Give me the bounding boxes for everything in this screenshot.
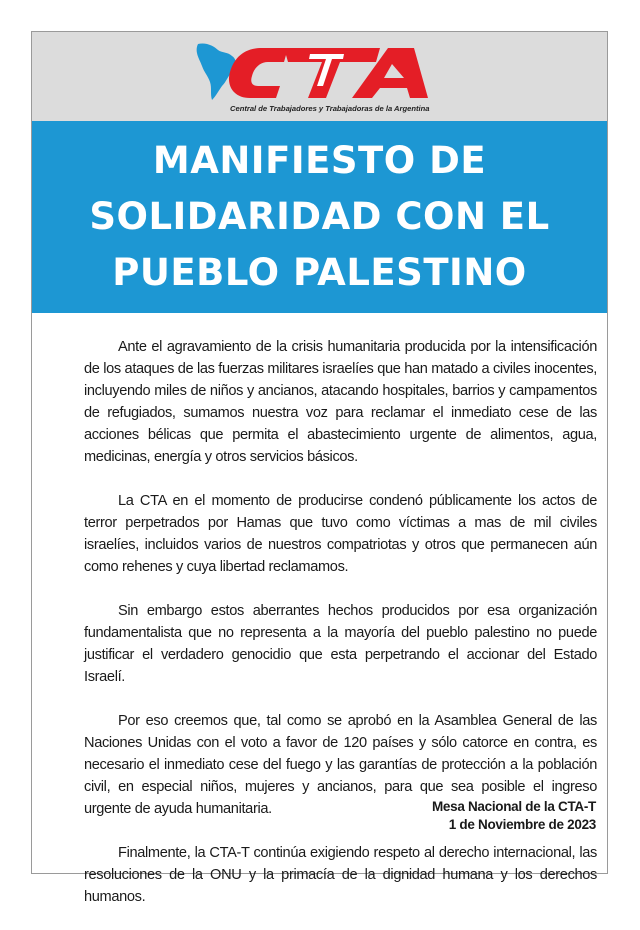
map-silhouette-icon (197, 43, 236, 100)
signature-date: 1 de Noviembre de 2023 (448, 817, 596, 832)
manifesto-document (31, 31, 608, 905)
paragraph: La CTA en el momento de producirse condenó públicamente los actos de terror perpetrados por Hamas que tuvo como víctimas a mas de mil civiles israelíes, incluidos varios de nuestros compatriotas y otros que permanecen aún como rehenes y cuya libertad reclamamos. (84, 493, 597, 575)
manifesto-body (84, 336, 597, 930)
title-line: MANIFIESTO DE (152, 139, 487, 182)
cta-logo-graphic (192, 40, 472, 104)
signature-block (432, 798, 596, 834)
logo-subtitle: Central de Trabajadores y Trabajadoras de la Argentina (230, 104, 430, 113)
paragraph: Finalmente, la CTA-T continúa exigiendo respeto al derecho internacional, las resoluciones de la ONU y la primacía de la dignidad humana y los derechos humanos. (84, 845, 597, 905)
paragraph: Ante el agravamiento de la crisis humanitaria producida por la intensificación de los ataques de las fuerzas militares israelíes que han matado a civiles inocentes, incluyendo miles de niños y ancianos, atacando hospitales, barrios y campamentos de refugiados, sumamos nuestra voz para reclamar el inmediato cese de las acciones bélicas que permita el abastecimiento urgente de alimentos, agua, medicinas, energía y otros servicios básicos. (84, 339, 597, 465)
header (32, 32, 607, 121)
signature-org: Mesa Nacional de la CTA-T (431, 799, 596, 814)
title-line: SOLIDARIDAD CON EL (89, 195, 550, 238)
title-band (32, 121, 607, 313)
cta-logo (192, 40, 472, 118)
logo-letter-c-icon (229, 48, 288, 98)
title-line: PUEBLO PALESTINO (112, 251, 527, 294)
page-title (50, 133, 590, 301)
paragraph: Sin embargo estos aberrantes hechos producidos por esa organización fundamentalista que no representa a la mayoría del pueblo palestino no puede justificar el verdadero genocidio que esta perpetrando el accionar del Estado Israelí. (84, 603, 597, 685)
paragraph: Por eso creemos que, tal como se aprobó en la Asamblea General de las Naciones Unidas con el voto a favor de 120 países y sólo catorce en contra, es necesario el inmediato cese del fuego y las garantías de protección a la población civil, en especial niños, mujeres y ancianos, para que sea posible el ingreso urgente de ayuda humanitaria. (84, 713, 597, 817)
